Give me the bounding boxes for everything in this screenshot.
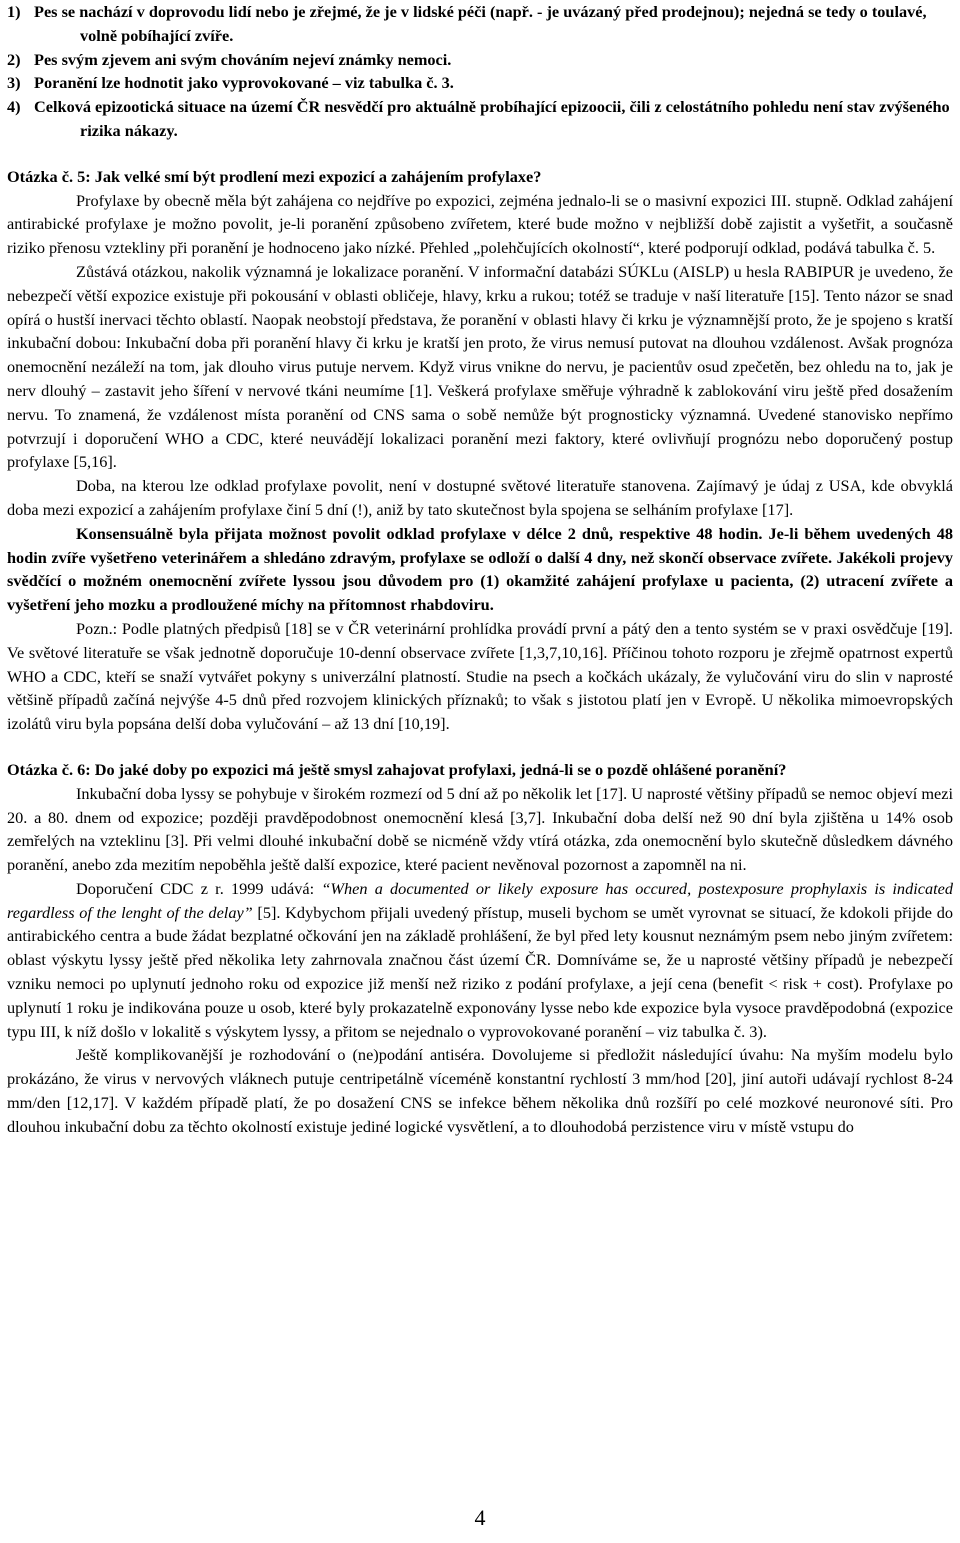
paragraph: Doba, na kterou lze odklad profylaxe povolit, není v dostupné světové literatuře stanovena. Zajímavý je údaj z USA, kde obvyklá doba mezi expozicí a zahájením profylaxe činí 5 dní (!), aniž by tato skutečnost byla spojena se selháním profylaxe [17].: [7, 476, 953, 519]
list-text: Poranění lze hodnotit jako vyprovokované – viz tabulka č. 3.: [34, 73, 454, 93]
section-question-6: [7, 758, 953, 1139]
list-number: 1): [7, 2, 21, 21]
question-6-heading: Otázka č. 6: Do jaké doby po expozici má ještě smysl zahajovat profylaxi, jedná-li se o pozdě ohlášené poranění?: [7, 759, 787, 779]
paragraph: Inkubační doba lyssy se pohybuje v širokém rozmezí od 5 dní až po několik let [17]. U naprosté většiny případů se nemoc objeví mezi 20. a 80. dnem od expozice; později pravděpodobnost onemocnění klesá [3,7]. Inkubační doba delší než 90 dní byla zjištěna u 14% osob zemřelých na vzteklinu [3]. Při velmi dlouhé inkubační době se nicméně vždy vtírá otázka, zda onemocnění bylo skutečně důsledkem dávného poranění, anebo zda mezitím nepoběhla ještě další expozice, které pacient nevěnoval pozornost a zapomněl na ni.: [7, 783, 953, 875]
list-number: 3): [7, 73, 21, 93]
list-item: [7, 0, 953, 48]
question-5-heading: Otázka č. 5: Jak velké smí být prodlení mezi expozicí a zahájením profylaxe?: [7, 166, 542, 186]
document-page: [7, 0, 953, 1139]
paragraph: Zůstává otázkou, nakolik významná je lokalizace poranění. V informační databázi SÚKLu (AISLP) u hesla RABIPUR je uvedeno, že nebezpečí větší expozice existuje při pokousání v oblasti obličeje, hlavy, krku a rukou; totéž se traduje v naší literatuře [15]. Tento názor se snad opírá o hustší inervaci těchto oblastí. Naopak neobstojí představa, že poranění v oblasti hlavy či krku je významnější proto, že je spojeno s kratší inkubační dobou: Inkubační doba při poranění hlavy či krku je kratší jen proto, že virus nemusí putovat na dlouhou vzdálenost. Avšak prognóza onemocnění nezáleží na tom, jak dlouho virus putuje nervem. Když virus vnikne do nervu, je pacientův osud zpečetěn, bez ohledu na to, jak je nerv dlouhý – zastavit jeho šíření v nervové tkáni neumíme [1]. Veškerá profylaxe směřuje výhradně k zablokování viru ještě před dosažením nervu. To znamená, že vzdálenost místa poranění od CNS sama o sobě nemůže být prognosticky významná. Uvedené stanovisko nepřímo potvrzují i doporučení WHO a CDC, které neuvádějí lokalizaci poranění mezi faktory, které ovlivňují prognózu nebo doporučený postup profylaxe [5,16].: [7, 261, 953, 472]
list-item: [7, 71, 953, 95]
section-question-5: [7, 165, 953, 736]
paragraph: [7, 877, 953, 1044]
paragraph-text: [5]. Kdybychom přijali uvedený přístup, museli bychom se umět vyrovnat se situací, že kdokoli přijde do antirabického centra a bude žádat bezplatné očkování jen na základě prohlášení, že byl před lety kousnut neznámým psem nebo jiným zvířetem: oblast výskytu lyssy ještě před několika lety zahrnovala značnou část území ČR. Domníváme se, že u naprosté většiny případů je nebezpečí vzniku nemoci po uplynutí jednoho roku od expozice již menší než riziko z podání profylaxe, a její cena (benefit < risk + cost). Profylaxe po uplynutí 1 roku je indikována pouze u osob, které byly prokazatelně exponovány lysse nebo kde expozice byla vysoce pravděpodobná (expozice typu III, k níž došlo v lokalitě s výskytem lyssy, a přitom se nejednalo o vyprovokované poranění – viz tabulka č. 3).: [7, 902, 953, 1041]
note-paragraph: Pozn.: Podle platných předpisů [18] se v ČR veterinární prohlídka provádí první a pátý den a tento systém se v praxi osvědčuje [19]. Ve světové literatuře se však jednotně doporučuje 10-denní observace zvířete [1,3,7,10,16]. Příčinou tohoto rozporu je zřejmě opatrnost expertů WHO a CDC, kteří se snaží vytvářet pokyny s univerzální platností. Studie na psech a kočkách ukázaly, že vylučování viru do slin v naprosté většině případů začíná nejvýše 4-5 dnů před rozvojem klinických příznaků; to však s jistotou platí jen v Evropě. U několika mimoevropských izolátů viru byla popsána delší doba vylučování – až 13 dní [10,19].: [7, 618, 953, 734]
list-text: Pes se nachází v doprovodu lidí nebo je zřejmé, že je v lidské péči (např. - je uvázaný před prodejnou); nejedná se tedy o toulavé, volně pobíhající zvíře.: [34, 2, 927, 45]
cdc-quote: “When a documented or likely exposure has occured, postexposure prophylaxis is indicated regardless of the lenght of the delay”: [7, 878, 953, 922]
paragraph-text: Doporučení CDC z r. 1999 udává:: [76, 878, 322, 898]
consensus-paragraph: Konsensuálně byla přijata možnost povolit odklad profylaxe v délce 2 dnů, respektive 48 hodin. Je-li během uvedených 48 hodin zvíře vyšetřeno veterinářem a shledáno zdravým, profylaxe se odloží o další 4 dny, než skončí observace zvířete. Jakékoli projevy svědčící o možném onemocnění zvířete lyssou jsou důvodem pro (1) okamžité zahájení profylaxe u pacienta, (2) utracení zvířete a vyšetření jeho mozku a prodloužené míchy na přítomnost rhabdoviru.: [7, 523, 953, 615]
criteria-list: [7, 0, 953, 143]
paragraph: Ještě komplikovanější je rozhodování o (ne)podání antiséra. Dovolujeme si předložit následující úvahu: Na myším modelu bylo prokázáno, že virus v nervových vláknech putuje centripetálně víceméně konstantní rychlostí 3 mm/hod [20], jiní autoři udávají rychlost 8-24 mm/den [12,17]. V každém případě platí, že po dosažení CNS se infekce během několika dnů rozšíří po celé mozkové neuronové síti. Pro dlouhou inkubační dobu za těchto okolností existuje jediné logické vysvětlení, a to dlouhodobá perzistence viru v místě vstupu do: [7, 1045, 953, 1136]
list-number: 4): [7, 97, 21, 117]
paragraph: Profylaxe by obecně měla být zahájena co nejdříve po expozici, zejména jednalo-li se o masivní expozici III. stupně. Odklad zahájení antirabické profylaxe je možno povolit, je-li poranění způsobeno zvířetem, které bude možno v nejbližší době zajistit a vyšetřit, a současně riziko přenosu vztekliny při poranění je hodnoceno jako nízké. Přehled „polehčujících okolností“, které podporují odklad, podává tabulka č. 5.: [7, 190, 953, 258]
page-number: 4: [474, 1505, 486, 1530]
list-number: 2): [7, 49, 21, 69]
list-text: Pes svým zjevem ani svým chováním nejeví známky nemoci.: [34, 49, 452, 69]
list-item: [7, 48, 953, 72]
list-item: [7, 95, 953, 143]
list-text: Celková epizootická situace na území ČR nesvědčí pro aktuálně probíhající epizoocii, čili z celostátního pohledu není stav zvýšeného rizika nákazy.: [34, 97, 950, 140]
